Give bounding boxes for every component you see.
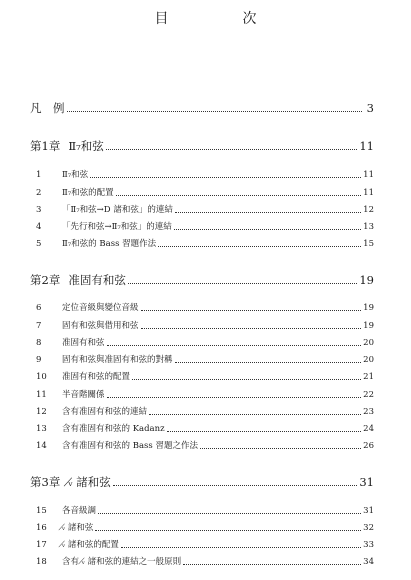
item-number: 11 [36,390,47,400]
leader-dots [116,195,361,196]
page-number: 21 [363,372,374,382]
leader-dots [121,547,361,548]
toc-chapter-3[interactable] [30,474,374,490]
toc-preface[interactable] [30,100,374,116]
toc-item-15[interactable] [36,504,374,516]
item-title: 含有准固有和弦的 Kadanz [62,424,165,434]
page-number: 20 [363,338,374,348]
page-number: 23 [363,407,374,417]
item-title: 半音階關係 [62,390,105,400]
item-number: 14 [36,441,47,451]
toc-chapter-1[interactable] [30,138,374,154]
toc-item-11[interactable] [36,388,374,400]
item-number: 3 [36,205,42,215]
item-title: 固有和弦與借用和弦 [62,321,139,331]
item-title: 准固有和弦 [62,338,105,348]
page-number: 11 [363,188,374,198]
item-number: 18 [36,557,47,567]
item-number: 5 [36,239,42,249]
leader-dots [141,328,362,329]
page-number: 33 [363,540,374,550]
toc-chapter-2[interactable] [30,272,374,288]
leader-dots [183,564,361,565]
page-number: 12 [363,205,374,215]
toc-item-14[interactable] [36,439,374,451]
item-title: 含有 ᵥ̸ 諸和弦的連結之一般原則 [62,557,182,567]
leader-dots [107,397,362,398]
item-number: 16 [36,523,47,533]
item-title: ᵥ̸ 諸和弦的配置 [62,540,119,550]
item-number: 13 [36,424,47,434]
page-number: 24 [363,424,374,434]
item-title: 各音級調 [62,506,97,516]
chapter-label: 第2章 [30,273,61,287]
leader-dots [200,448,361,449]
leader-dots [128,283,358,284]
item-title: 定位音級與變位音級 [62,303,139,313]
item-title: 固有和弦與准固有和弦的對稱 [62,355,173,365]
toc-item-12[interactable] [36,405,374,417]
page-number: 22 [363,390,374,400]
leader-dots [107,345,362,346]
leader-dots [149,414,361,415]
chapter-title: Ⅱ₇和弦 [68,139,104,153]
leader-dots [98,513,361,514]
toc-item-7[interactable] [36,319,374,331]
item-title: ᵥ̸ 諸和弦 [62,523,94,533]
item-number: 8 [36,338,42,348]
leader-dots [175,362,362,363]
chapter-title: 准固有和弦 [68,273,126,287]
page-number: 31 [363,506,374,516]
leader-dots [113,485,358,486]
page-number: 19 [363,303,374,313]
chapter-title: ᵥ̸ 諸和弦 [68,475,111,489]
leader-dots [106,149,358,150]
toc-item-16[interactable] [36,521,374,533]
page-number: 19 [359,273,374,287]
page-number: 15 [363,239,374,249]
leader-dots [90,177,361,178]
item-number: 15 [36,506,47,516]
toc-item-4[interactable] [36,220,374,232]
page-number: 34 [363,557,374,567]
item-number: 1 [36,170,42,180]
leader-dots [95,530,361,531]
toc-item-1[interactable] [36,168,374,180]
toc-item-17[interactable] [36,538,374,550]
item-title: Ⅱ₇和弦 [62,170,89,180]
chapter-label: 第1章 [30,139,61,153]
item-number: 12 [36,407,47,417]
item-number: 6 [36,303,42,313]
toc-item-9[interactable] [36,353,374,365]
item-title: Ⅱ₇和弦的配置 [62,188,114,198]
page-title: 目 次 [154,11,287,27]
item-title: Ⅱ₇和弦的 Bass 習題作法 [62,239,157,249]
toc-item-8[interactable] [36,336,374,348]
toc-item-6[interactable] [36,301,374,313]
toc-item-13[interactable] [36,422,374,434]
item-title: 「Ⅱ₇和弦→D 諸和弦」的連結 [62,205,173,215]
item-title: 准固有和弦的配置 [62,372,131,382]
leader-dots [174,229,361,230]
preface-label: 凡 例 [30,101,65,115]
leader-dots [175,212,361,213]
page-number: 19 [363,321,374,331]
item-number: 7 [36,321,42,331]
toc-item-10[interactable] [36,370,374,382]
leader-dots [158,246,361,247]
toc-item-2[interactable] [36,186,374,198]
page-number: 11 [363,170,374,180]
page-number: 32 [363,523,374,533]
item-number: 9 [36,355,42,365]
page-number: 31 [359,475,374,489]
item-title: 含有准固有和弦的連結 [62,407,148,417]
leader-dots [132,379,361,380]
page-number: 3 [366,101,374,115]
page-number: 13 [363,222,374,232]
page-number: 26 [363,441,374,451]
page-number: 20 [363,355,374,365]
item-number: 4 [36,222,42,232]
item-title: 含有准固有和弦的 Bass 習題之作法 [62,441,198,451]
toc-item-5[interactable] [36,237,374,249]
item-number: 10 [36,372,47,382]
toc-item-18[interactable] [36,555,374,567]
page-number: 11 [359,139,374,153]
leader-dots [67,111,363,112]
item-title: 「先行和弦→Ⅱ₇和弦」的連結 [62,222,172,232]
chapter-label: 第3章 [30,475,61,489]
toc-item-3[interactable] [36,203,374,215]
item-number: 2 [36,188,42,198]
leader-dots [141,310,362,311]
item-number: 17 [36,540,47,550]
leader-dots [167,431,362,432]
